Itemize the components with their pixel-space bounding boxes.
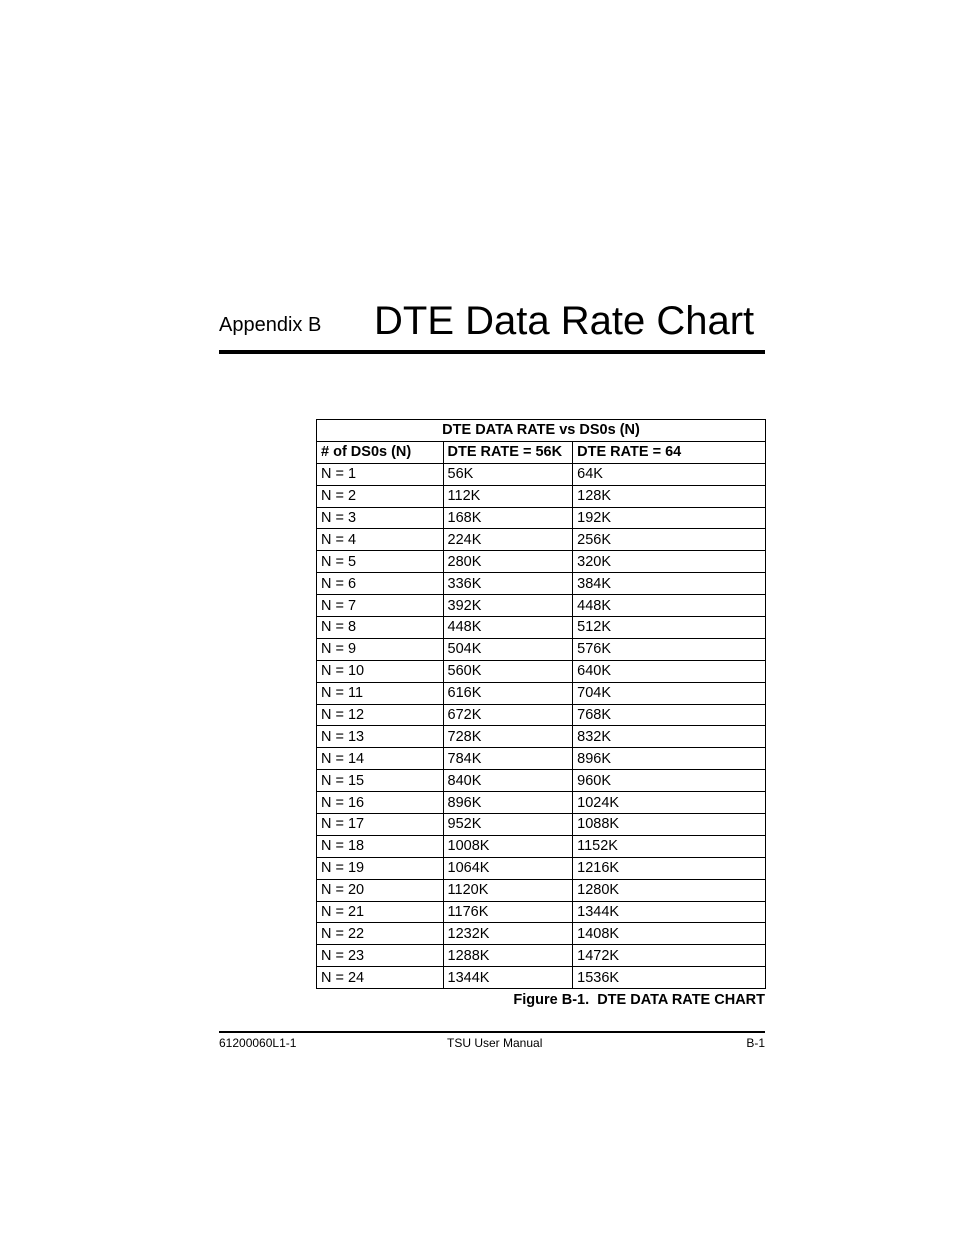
data-rate-table (316, 419, 766, 989)
table-row (317, 551, 766, 573)
table-caption: DTE DATA RATE vs DS0s (N) (317, 420, 766, 442)
cell-ds0s: N = 2 (317, 485, 444, 507)
cell-rate-64: 832K (573, 726, 766, 748)
cell-rate-56k: 1064K (443, 857, 573, 879)
cell-ds0s: N = 4 (317, 529, 444, 551)
table-row (317, 967, 766, 989)
cell-rate-64: 128K (573, 485, 766, 507)
cell-rate-56k: 1232K (443, 923, 573, 945)
cell-rate-56k: 504K (443, 638, 573, 660)
table-row (317, 748, 766, 770)
figure-caption: Figure B-1. DTE DATA RATE CHART (513, 992, 765, 1008)
appendix-label: Appendix B (219, 314, 322, 336)
cell-rate-64: 768K (573, 704, 766, 726)
cell-ds0s: N = 22 (317, 923, 444, 945)
page-title: DTE Data Rate Chart (374, 299, 755, 343)
cell-rate-56k: 728K (443, 726, 573, 748)
cell-ds0s: N = 19 (317, 857, 444, 879)
cell-rate-56k: 1288K (443, 945, 573, 967)
cell-rate-64: 1216K (573, 857, 766, 879)
footer-doc-number: 61200060L1-1 (219, 1036, 297, 1050)
cell-ds0s: N = 6 (317, 573, 444, 595)
cell-ds0s: N = 9 (317, 638, 444, 660)
footer-divider (219, 1031, 765, 1033)
table-row (317, 660, 766, 682)
table-header-row (317, 441, 766, 463)
table-row (317, 595, 766, 617)
cell-ds0s: N = 7 (317, 595, 444, 617)
table-row (317, 923, 766, 945)
cell-ds0s: N = 1 (317, 463, 444, 485)
cell-ds0s: N = 23 (317, 945, 444, 967)
table-row (317, 770, 766, 792)
cell-ds0s: N = 14 (317, 748, 444, 770)
cell-rate-56k: 616K (443, 682, 573, 704)
cell-ds0s: N = 5 (317, 551, 444, 573)
cell-ds0s: N = 8 (317, 617, 444, 639)
cell-rate-64: 1472K (573, 945, 766, 967)
column-header-rate-64: DTE RATE = 64 (573, 441, 766, 463)
table-row (317, 682, 766, 704)
footer-page-number: B-1 (746, 1036, 765, 1050)
cell-rate-56k: 112K (443, 485, 573, 507)
table-row (317, 704, 766, 726)
cell-rate-64: 256K (573, 529, 766, 551)
cell-rate-64: 1344K (573, 901, 766, 923)
cell-ds0s: N = 11 (317, 682, 444, 704)
cell-rate-56k: 336K (443, 573, 573, 595)
cell-rate-64: 448K (573, 595, 766, 617)
table-row (317, 814, 766, 836)
table-row (317, 726, 766, 748)
cell-rate-56k: 1344K (443, 967, 573, 989)
cell-rate-64: 576K (573, 638, 766, 660)
cell-rate-56k: 896K (443, 792, 573, 814)
cell-rate-56k: 1008K (443, 835, 573, 857)
cell-rate-64: 512K (573, 617, 766, 639)
cell-ds0s: N = 12 (317, 704, 444, 726)
column-header-rate-56k: DTE RATE = 56K (443, 441, 573, 463)
cell-rate-64: 1152K (573, 835, 766, 857)
cell-ds0s: N = 18 (317, 835, 444, 857)
cell-rate-64: 1088K (573, 814, 766, 836)
table-row (317, 857, 766, 879)
cell-ds0s: N = 17 (317, 814, 444, 836)
table-row (317, 879, 766, 901)
title-divider (219, 350, 765, 354)
table-row (317, 617, 766, 639)
cell-rate-64: 64K (573, 463, 766, 485)
table-row (317, 463, 766, 485)
table-row (317, 529, 766, 551)
footer-manual-title: TSU User Manual (447, 1036, 543, 1050)
cell-rate-64: 320K (573, 551, 766, 573)
table-body (317, 463, 766, 988)
cell-ds0s: N = 3 (317, 507, 444, 529)
cell-rate-56k: 56K (443, 463, 573, 485)
cell-rate-64: 1280K (573, 879, 766, 901)
cell-rate-64: 896K (573, 748, 766, 770)
cell-rate-64: 960K (573, 770, 766, 792)
table-row (317, 485, 766, 507)
cell-ds0s: N = 10 (317, 660, 444, 682)
cell-ds0s: N = 16 (317, 792, 444, 814)
cell-rate-56k: 784K (443, 748, 573, 770)
cell-rate-56k: 168K (443, 507, 573, 529)
cell-rate-64: 192K (573, 507, 766, 529)
cell-rate-56k: 1120K (443, 879, 573, 901)
column-header-ds0s: # of DS0s (N) (317, 441, 444, 463)
cell-rate-56k: 448K (443, 617, 573, 639)
cell-rate-56k: 952K (443, 814, 573, 836)
cell-rate-56k: 224K (443, 529, 573, 551)
table-row (317, 835, 766, 857)
table-row (317, 792, 766, 814)
cell-ds0s: N = 20 (317, 879, 444, 901)
cell-rate-56k: 280K (443, 551, 573, 573)
cell-rate-56k: 1176K (443, 901, 573, 923)
cell-ds0s: N = 15 (317, 770, 444, 792)
table-row (317, 507, 766, 529)
table-row (317, 638, 766, 660)
cell-rate-64: 384K (573, 573, 766, 595)
cell-rate-56k: 672K (443, 704, 573, 726)
table-row (317, 945, 766, 967)
cell-rate-64: 1024K (573, 792, 766, 814)
cell-rate-64: 1536K (573, 967, 766, 989)
table-row (317, 573, 766, 595)
cell-ds0s: N = 13 (317, 726, 444, 748)
cell-rate-56k: 392K (443, 595, 573, 617)
cell-rate-56k: 840K (443, 770, 573, 792)
cell-ds0s: N = 21 (317, 901, 444, 923)
cell-ds0s: N = 24 (317, 967, 444, 989)
cell-rate-64: 640K (573, 660, 766, 682)
cell-rate-56k: 560K (443, 660, 573, 682)
cell-rate-64: 704K (573, 682, 766, 704)
table-row (317, 901, 766, 923)
cell-rate-64: 1408K (573, 923, 766, 945)
